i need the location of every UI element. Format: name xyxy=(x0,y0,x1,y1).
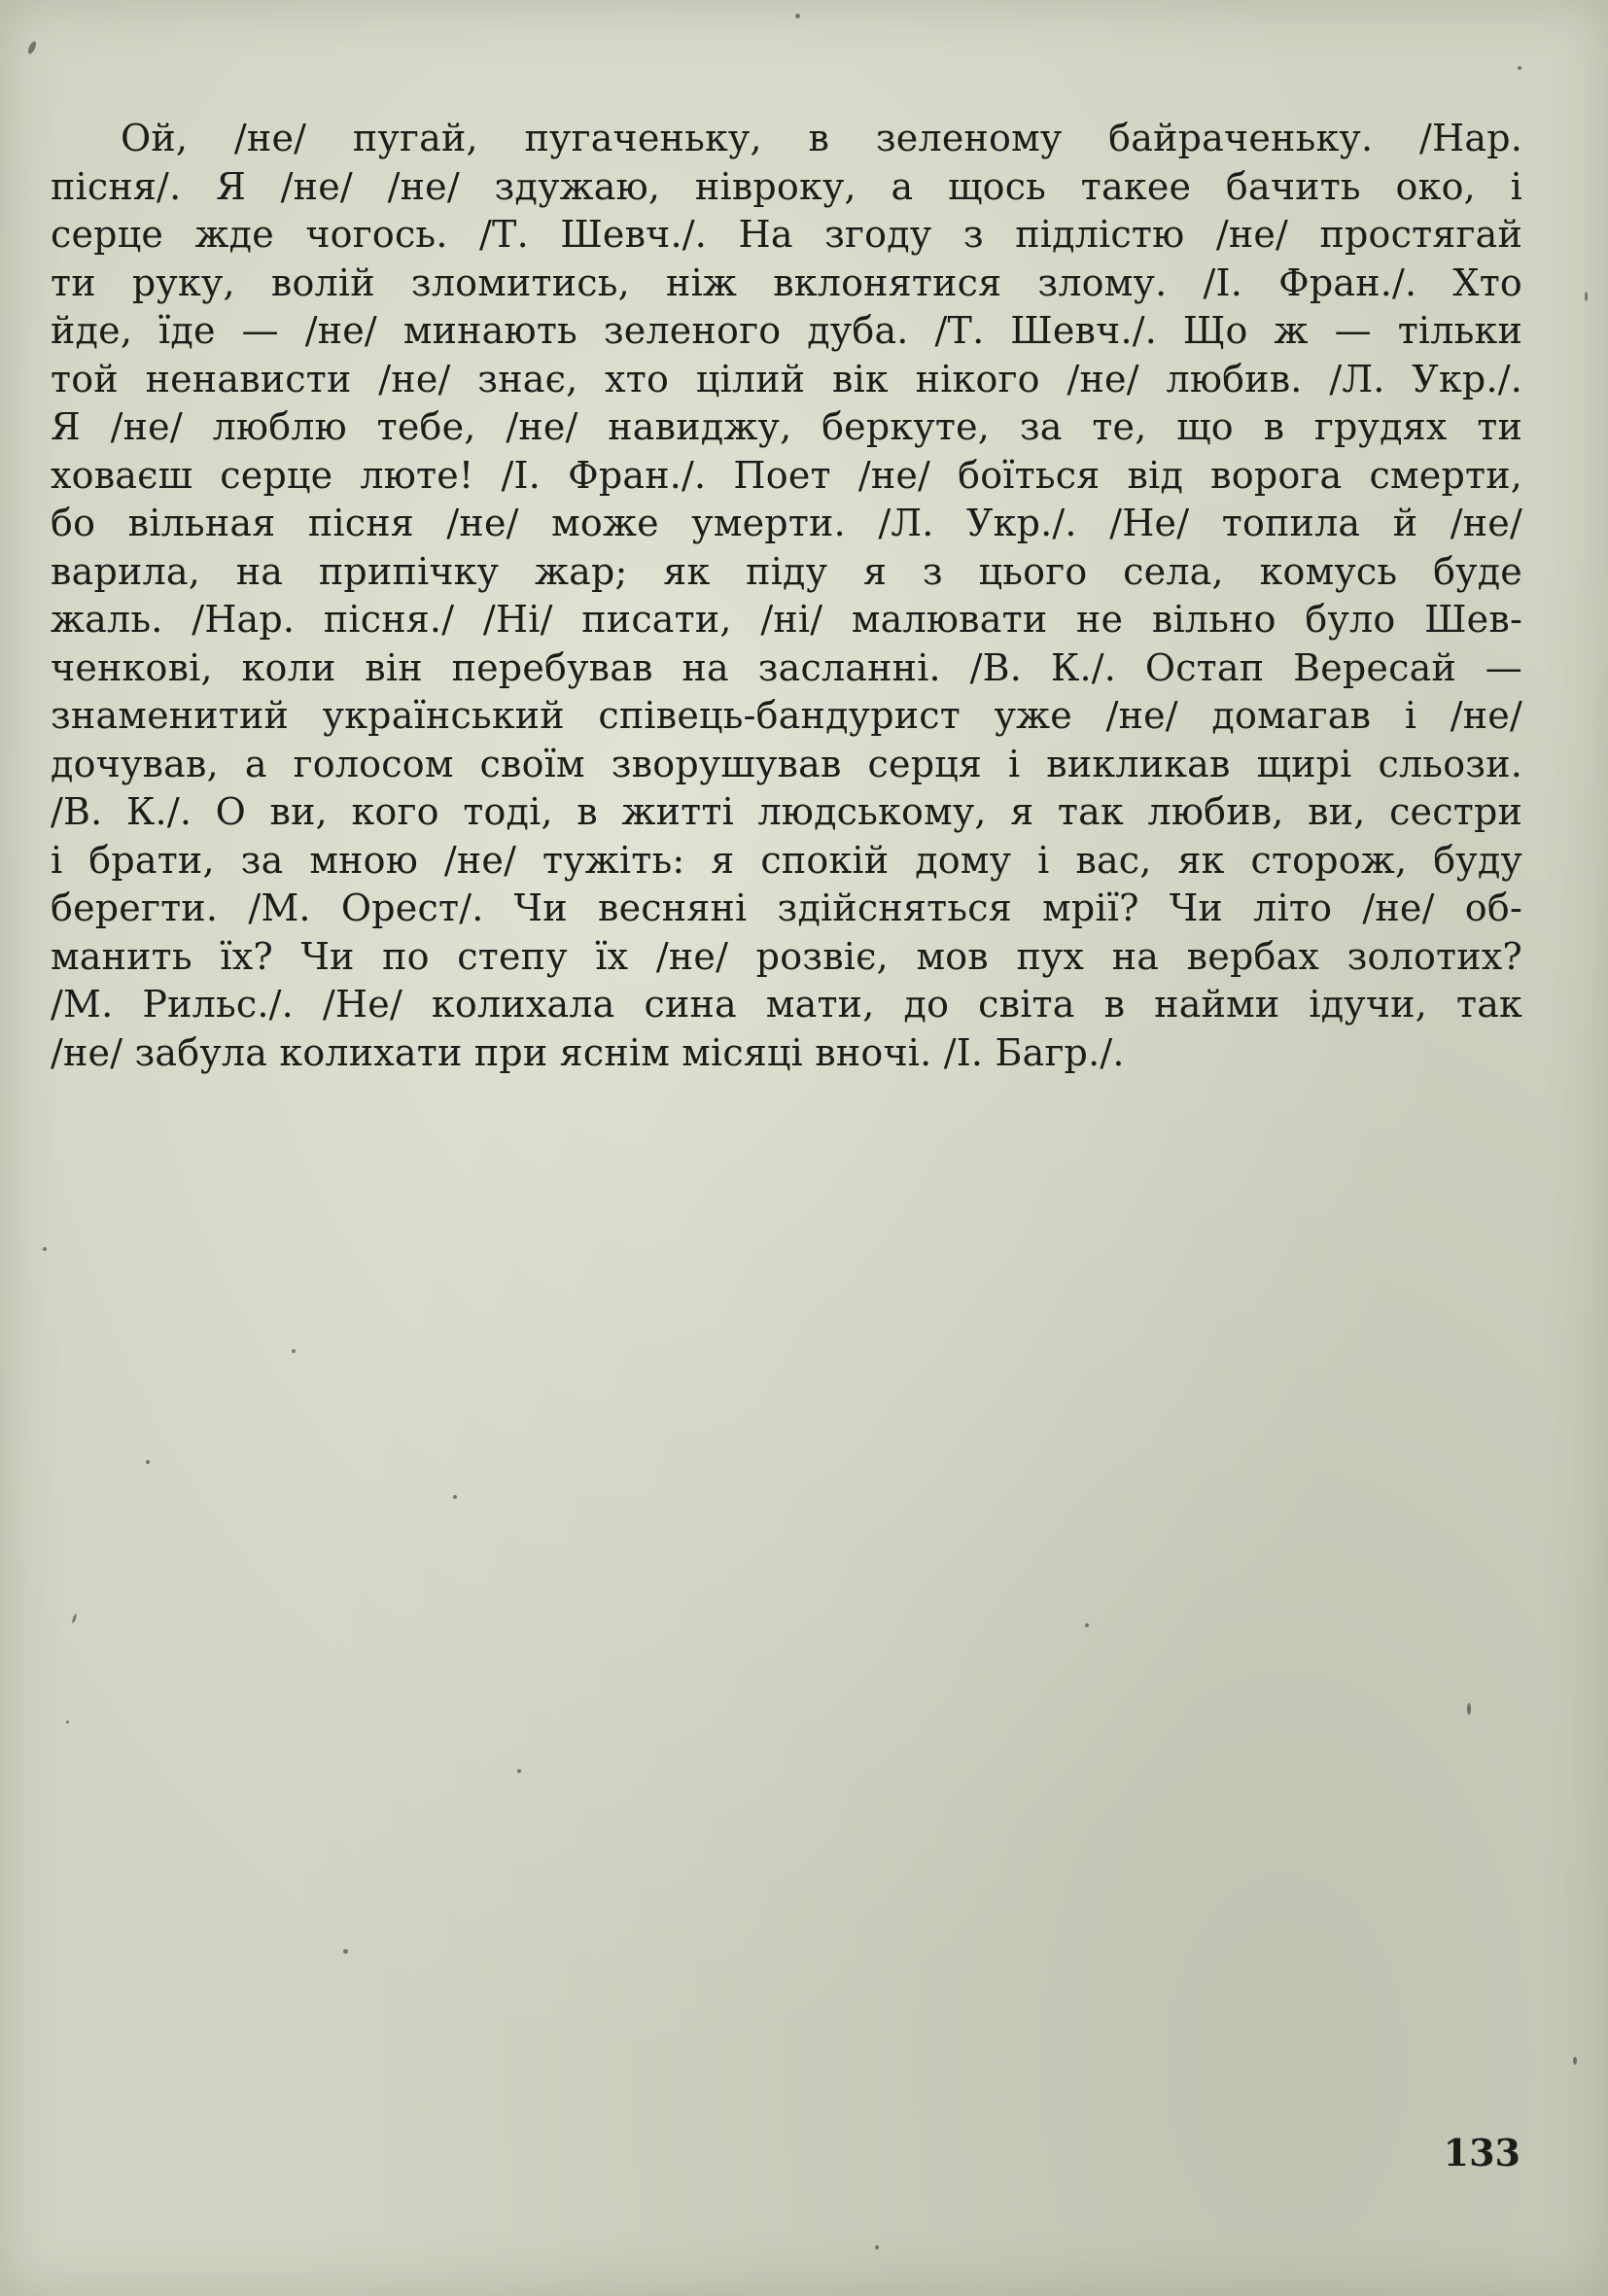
page-number: 133 xyxy=(1443,2131,1521,2174)
text-line: Я /не/ люблю тебе, /не/ навиджу, беркуте, за те, що в грудях ти xyxy=(51,405,1522,448)
text-line: і брати, за мною /не/ тужіть: я спокій дому і вас, як сторож, буду xyxy=(51,838,1522,882)
scan-speck xyxy=(71,1614,77,1623)
text-line: /не/ забула колихати при яснім місяці вночі. /І. Багр./. xyxy=(51,1030,1125,1074)
scan-speck xyxy=(26,40,37,54)
text-line: пісня/. Я /не/ /не/ здужаю, нівроку, а щось такее бачить око, і xyxy=(51,164,1522,208)
text-line: жаль. /Нар. пісня./ /Ні/ писати, /ні/ малювати не вільно було Шев- xyxy=(51,598,1522,641)
scan-speck xyxy=(1085,1623,1089,1627)
scan-speck xyxy=(453,1495,457,1499)
text-line: берегти. /М. Орест/. Чи весняні здійсняться мрії? Чи літо /не/ об- xyxy=(51,887,1522,929)
scan-speck xyxy=(1573,2057,1577,2065)
scan-speck xyxy=(1518,66,1521,70)
text-line: йде, їде — /не/ минають зеленого дуба. /Т. Шевч./. Що ж — тільки xyxy=(51,309,1522,352)
scan-speck xyxy=(517,1769,521,1773)
text-line: Ой, /не/ пугай, пугаченьку, в зеленому байраченьку. /Нар. xyxy=(121,117,1522,159)
text-line: ховаєш серце люте! /І. Фран./. Поет /не/ боїться від ворога смерти, xyxy=(51,453,1522,497)
scan-speck xyxy=(343,1949,348,1954)
text-line: манить їх? Чи по степу їх /не/ розвіє, мов пух на вербах золотих? xyxy=(51,934,1522,978)
body-paragraph xyxy=(51,115,1522,1077)
scan-speck xyxy=(1585,292,1588,301)
text-line: /В. К./. О ви, кого тоді, в житті людському, я так любив, ви, сестри xyxy=(51,790,1522,833)
scan-speck xyxy=(292,1349,296,1353)
text-line: бо вільная пісня /не/ може умерти. /Л. Укр./. /Не/ топила й /не/ xyxy=(51,502,1522,544)
text-line: дочував, а голосом своїм зворушував серця і викликав щирі сльози. xyxy=(51,742,1522,785)
scan-speck xyxy=(1467,1703,1471,1715)
scan-speck xyxy=(66,1721,69,1723)
text-line: той ненависти /не/ знає, хто цілий вік нікого /не/ любив. /Л. Укр./. xyxy=(51,357,1522,400)
scan-speck xyxy=(795,14,800,18)
text-line: знаменитий український співець-бандурист уже /не/ домагав і /не/ xyxy=(51,694,1522,737)
scan-speck xyxy=(875,2245,879,2249)
text-line: варила, на припічку жар; як піду я з цього села, комусь буде xyxy=(51,549,1522,593)
text-line: ченкові, коли він перебував на засланні. /В. К./. Остап Вересай — xyxy=(51,645,1522,689)
text-line: ти руку, волій зломитись, ніж вклонятися злому. /І. Фран./. Хто xyxy=(51,261,1522,304)
scan-speck xyxy=(43,1247,47,1251)
text-line: /М. Рильс./. /Не/ колихала сина мати, до світа в найми ідучи, так xyxy=(51,983,1522,1026)
scan-speck xyxy=(146,1460,150,1464)
text-line: серце жде чогось. /Т. Шевч./. На згоду з підлістю /не/ простягай xyxy=(51,213,1522,256)
